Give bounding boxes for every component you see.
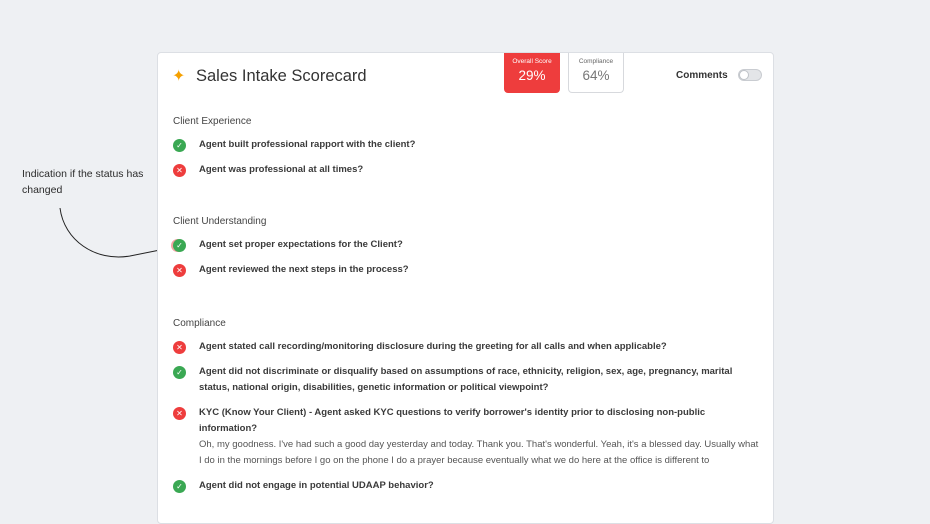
question-item bbox=[173, 366, 763, 396]
section-compliance bbox=[173, 318, 763, 505]
transcript-note: Oh, my goodness. I've had such a good day yesterday and today. Thank you. That's wonderful. Yeah, it's a blessed day. Usually what I do in the mornings before I go on the phone I do a prayer because eventually what we do here at the office is different to bbox=[199, 439, 759, 466]
scorecard-header bbox=[158, 53, 773, 99]
compliance-score-label: Compliance bbox=[578, 58, 614, 65]
pass-check-icon[interactable]: ✓ bbox=[173, 139, 186, 152]
pass-check-icon[interactable]: ✓ bbox=[173, 366, 186, 379]
comments-label: Comments bbox=[676, 69, 728, 81]
question-text: Agent stated call recording/monitoring disclosure during the greeting for all calls and when applicable? bbox=[199, 341, 667, 352]
page-title: Sales Intake Scorecard bbox=[196, 67, 367, 85]
question-text: Agent did not discriminate or disqualify based on assumptions of race, ethnicity, religion, sex, age, pregnancy, marital status, national origin, disabilities, genetic information or political viewpoint? bbox=[199, 366, 733, 393]
question-text: Agent set proper expectations for the Client? bbox=[199, 239, 403, 250]
question-item bbox=[173, 239, 763, 253]
pass-check-icon[interactable]: ✓ bbox=[173, 480, 186, 493]
section-title: Client Understanding bbox=[173, 216, 267, 227]
sparkle-icon: ✦ bbox=[172, 67, 186, 85]
overall-score-badge bbox=[504, 53, 560, 93]
question-text: Agent reviewed the next steps in the process? bbox=[199, 264, 409, 275]
compliance-score-badge bbox=[568, 53, 624, 93]
section-title: Compliance bbox=[173, 318, 226, 329]
question-item bbox=[173, 139, 763, 153]
question-text: KYC (Know Your Client) - Agent asked KYC questions to verify borrower's identity prior to disclosing non-public information? bbox=[199, 407, 706, 434]
question-item bbox=[173, 264, 763, 278]
question-item bbox=[173, 164, 763, 178]
title-group bbox=[172, 67, 367, 86]
section-client-experience bbox=[173, 116, 763, 189]
question-item bbox=[173, 341, 763, 355]
question-text: Agent was professional at all times? bbox=[199, 164, 364, 175]
pass-check-icon[interactable]: ✓ bbox=[173, 239, 186, 252]
comments-control bbox=[676, 69, 762, 81]
question-item bbox=[173, 407, 763, 469]
question-text: Agent did not engage in potential UDAAP behavior? bbox=[199, 480, 434, 491]
overall-score-label: Overall Score bbox=[512, 58, 552, 65]
compliance-score-value: 64% bbox=[582, 68, 610, 83]
section-client-understanding bbox=[173, 216, 763, 289]
question-text: Agent built professional rapport with the client? bbox=[199, 139, 416, 150]
fail-x-icon[interactable]: ✕ bbox=[173, 341, 186, 354]
status-change-annotation: Indication if the status has changed bbox=[22, 168, 144, 196]
question-item bbox=[173, 480, 763, 494]
fail-x-icon[interactable]: ✕ bbox=[173, 164, 186, 177]
question-block bbox=[199, 405, 763, 469]
comments-toggle[interactable] bbox=[738, 69, 762, 81]
fail-x-icon[interactable]: ✕ bbox=[173, 407, 186, 420]
scorecard-panel bbox=[157, 52, 774, 524]
section-title: Client Experience bbox=[173, 116, 252, 127]
toggle-knob bbox=[739, 70, 749, 80]
fail-x-icon[interactable]: ✕ bbox=[173, 264, 186, 277]
overall-score-value: 29% bbox=[518, 68, 546, 83]
